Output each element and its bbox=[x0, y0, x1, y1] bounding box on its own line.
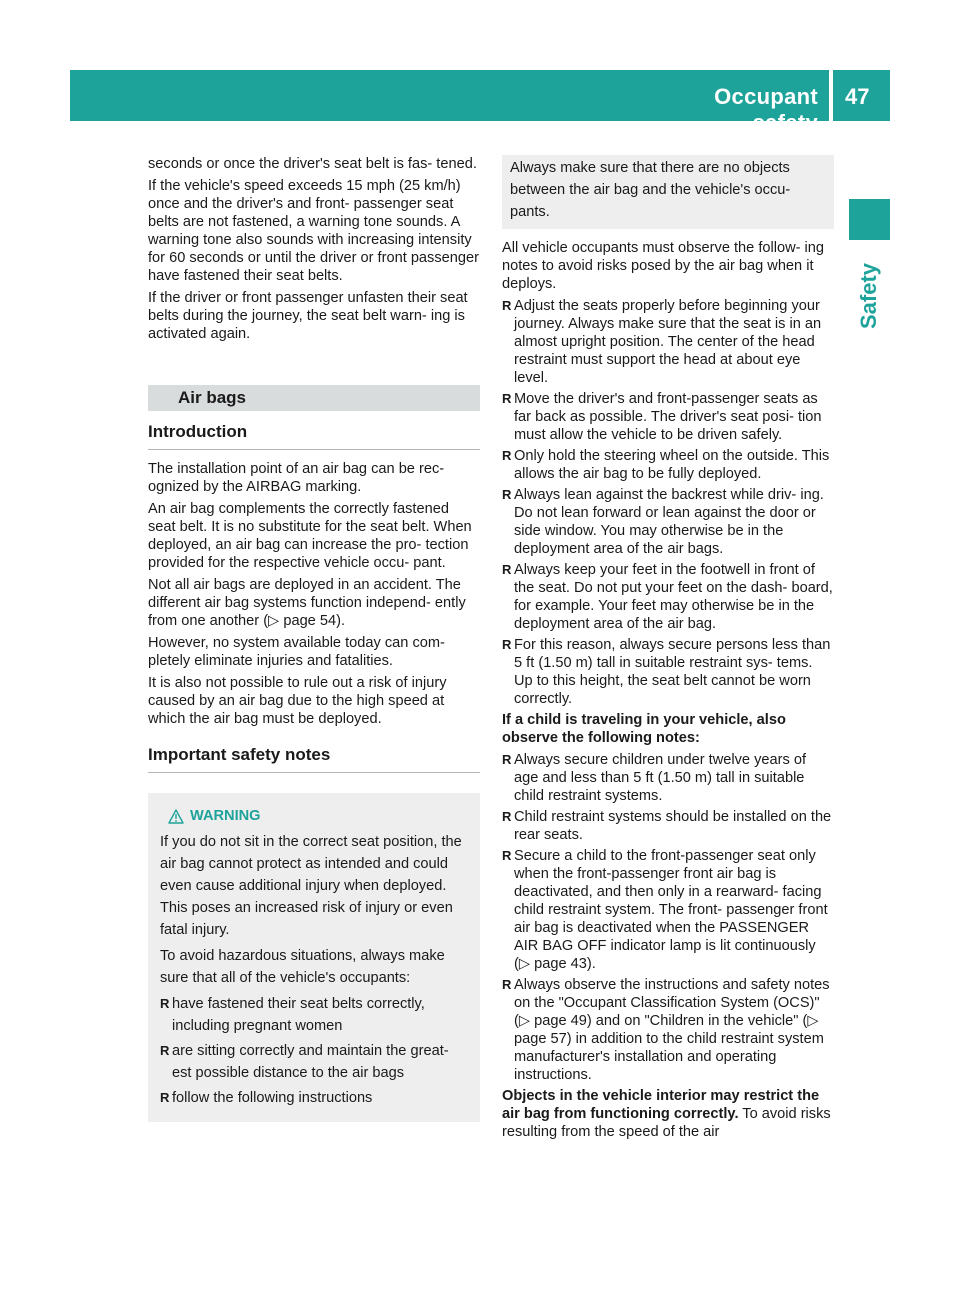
warning-triangle-icon bbox=[168, 809, 184, 824]
list-item: R Always observe the instructions and safety notes on the "Occupant Classification System (OCS)" (▷ page 49) and on "Children in the vehicle" (▷ page 57) in addition to the child restraint system manufacturer's installation and operating instructions. bbox=[502, 977, 830, 1083]
child-heading: If a child is traveling in your vehicle, also observe the following notes: bbox=[502, 712, 786, 746]
list-item: R For this reason, always secure persons less than 5 ft (1.50 m) tall in suitable restraint sys- tems. Up to this height, the seat belt cannot be worn correctly. bbox=[502, 637, 831, 707]
chapter-title: Occupant safety bbox=[714, 84, 818, 135]
child-bullet-list bbox=[502, 751, 834, 1084]
bullet-icon: R bbox=[502, 448, 512, 463]
bullet-icon: R bbox=[160, 996, 170, 1011]
list-item: R Always keep your feet in the footwell in front of the seat. Do not put your feet on the dash- board, for example. Your feet may otherwise be in the deployment area of the air bag. bbox=[502, 562, 833, 632]
section-tab-label: Safety bbox=[856, 262, 881, 330]
list-item: R Always secure children under twelve years of age and less than 5 ft (1.50 m) tall in suitable child restraint systems. bbox=[502, 752, 807, 804]
warning-paragraph: To avoid hazardous situations, always make sure that all of the vehicle's occupants: bbox=[160, 948, 445, 986]
warning-bullet-list bbox=[160, 993, 468, 1109]
note-text: Always make sure that there are no objects between the air bag and the vehicle's occu- pants. bbox=[510, 160, 791, 220]
introduction-heading: Introduction bbox=[148, 423, 480, 450]
introduction-paragraph: However, no system available today can com- pletely eliminate injuries and fatalities. bbox=[148, 635, 445, 669]
objects-text: To avoid risks resulting from the speed of the air bbox=[502, 1106, 831, 1140]
warning-box bbox=[148, 793, 480, 1122]
warning-paragraph: If you do not sit in the correct seat position, the air bag cannot protect as intended and could even cause additional injury when deployed. This poses an increased risk of injury or even fatal injury. bbox=[160, 834, 462, 938]
intro-paragraph: If the vehicle's speed exceeds 15 mph (25 km/h) once and the driver's and front- passenger seat belts are not fastened, a warning tone sounds. A warning tone also sounds with increasing intensity for 60 seconds or until the driver or front passenger have fastened their seat belts. bbox=[148, 178, 479, 284]
safety-notes-heading: Important safety notes bbox=[148, 746, 480, 773]
bullet-icon: R bbox=[502, 848, 512, 863]
introduction-paragraph: It is also not possible to rule out a risk of injury caused by an air bag due to the high speed at which the air bag must be deployed. bbox=[148, 675, 447, 727]
bullet-icon: R bbox=[502, 298, 512, 313]
objects-bold-text: Objects in the vehicle interior may restrict the air bag from functioning correctly. bbox=[502, 1088, 820, 1122]
list-item: R Child restraint systems should be installed on the rear seats. bbox=[502, 809, 832, 843]
bullet-icon: R bbox=[502, 391, 512, 406]
bullet-icon: R bbox=[502, 562, 512, 577]
list-item: R Secure a child to the front-passenger seat only when the front-passenger front air bag is deactivated, and then only in a rearward- facing child restraint system. The front- passenger front air bag is deactivated when the PASSENGER AIR BAG OFF indicator lamp is lit continuously (▷ page 43). bbox=[502, 848, 828, 972]
intro-paragraph: seconds or once the driver's seat belt is fas- tened. bbox=[148, 156, 477, 172]
list-item: R Only hold the steering wheel on the outside. This allows the air bag to be fully deployed. bbox=[502, 448, 830, 482]
list-item: R Move the driver's and front-passenger seats as far back as possible. The driver's seat posi- tion must allow the vehicle to be driven safely. bbox=[502, 391, 822, 443]
intro-paragraph: If the driver or front passenger unfasten their seat belts during the journey, the seat belt warn- ing is activated again. bbox=[148, 290, 468, 342]
left-column bbox=[148, 155, 480, 1122]
bullet-icon: R bbox=[502, 487, 512, 502]
bullet-icon: R bbox=[502, 809, 512, 824]
right-column bbox=[502, 155, 834, 1145]
bullet-icon: R bbox=[502, 752, 512, 767]
page-number: 47 bbox=[845, 84, 870, 109]
section-tab-marker bbox=[849, 199, 890, 240]
list-item: R Always lean against the backrest while driv- ing. Do not lean forward or lean against the door or side window. You may otherwise be in the deployment area of the air bags. bbox=[502, 487, 824, 557]
objects-paragraph bbox=[502, 1087, 834, 1141]
bullet-icon: R bbox=[160, 1043, 170, 1058]
list-item: R are sitting correctly and maintain the great- est possible distance to the air bags bbox=[160, 1040, 468, 1084]
bullet-icon: R bbox=[160, 1090, 170, 1105]
bullet-icon: R bbox=[502, 637, 512, 652]
introduction-paragraph: Not all air bags are deployed in an accident. The different air bag systems function independ- ently from one another (▷ page 54). bbox=[148, 577, 466, 629]
bullet-icon: R bbox=[502, 977, 512, 992]
list-item: R Adjust the seats properly before beginning your journey. Always make sure that the seat is in an almost upright position. The center of the head restraint must support the head at about eye level. bbox=[502, 298, 822, 386]
header-separator bbox=[829, 70, 833, 121]
seat-bullet-list bbox=[502, 297, 834, 708]
warning-title: WARNING bbox=[168, 805, 468, 827]
right-intro-paragraph: All vehicle occupants must observe the follow- ing notes to avoid risks posed by the air bag when it deploys. bbox=[502, 240, 825, 292]
introduction-paragraph: The installation point of an air bag can be rec- ognized by the AIRBAG marking. bbox=[148, 461, 445, 495]
list-item: R follow the following instructions bbox=[160, 1087, 468, 1109]
list-item: R have fastened their seat belts correctly, including pregnant women bbox=[160, 993, 468, 1037]
introduction-paragraph: An air bag complements the correctly fastened seat belt. It is no substitute for the seat belt. When deployed, an air bag can increase the pro- tection provided for the respective vehicle occu- pant. bbox=[148, 501, 472, 571]
note-box bbox=[502, 155, 834, 229]
section-title: Air bags bbox=[148, 385, 480, 411]
